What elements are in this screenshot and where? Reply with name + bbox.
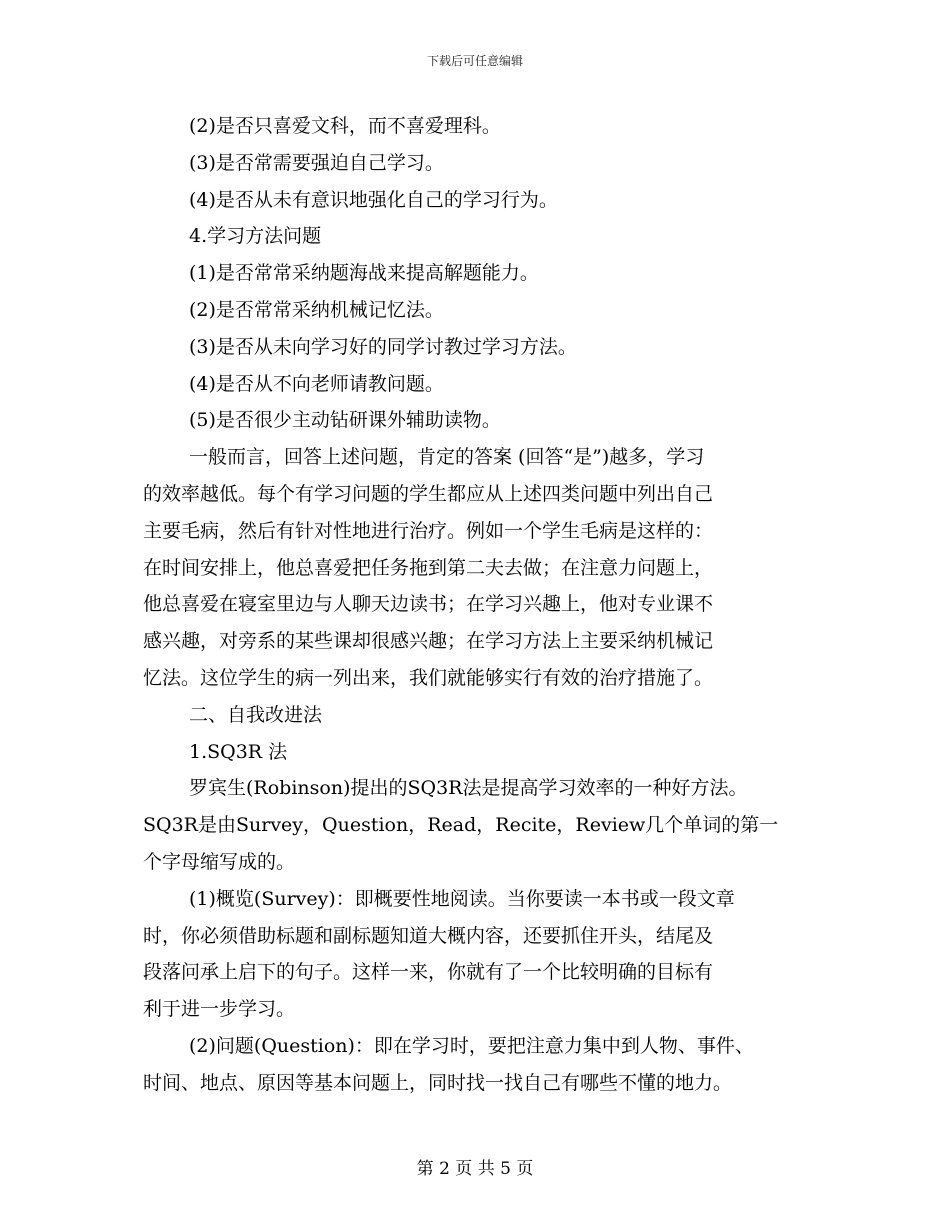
list-item: (2)是否常常采纳机械记忆法。 (189, 298, 444, 321)
paragraph-line: 个字母缩写成的。 (143, 850, 296, 873)
paragraph-line: 时间、地点、原因等基本问题上，同时找一找自己有哪些不懂的地力。 (143, 1071, 733, 1094)
paragraph-line: 在时间安排上，他总喜爱把任务拖到第二夫去做；在注意力问题上， (143, 556, 714, 579)
paragraph-line: 他总喜爱在寝室里边与人聊天边读书；在学习兴趣上，他对专业课不 (143, 593, 714, 616)
list-item: (2)是否只喜爱文科，而不喜爱理科。 (189, 115, 501, 137)
paragraph-line: 时，你必须借助标题和副标题知道大概内容，还要抓住开头，结尾及 (143, 924, 714, 947)
list-item: (4)是否从未有意识地强化自己的学习行为。 (189, 188, 558, 211)
body-text (143, 108, 833, 1102)
paragraph-line: 利于进一步学习。 (143, 998, 296, 1021)
subsection-heading: 1.SQ3R 法 (189, 740, 288, 763)
section-heading: 二、自我改进法 (189, 703, 323, 726)
list-item: (5)是否很少主动钻研课外辅助读物。 (189, 409, 501, 432)
paragraph-line: 主要毛病，然后有针对性地进行治疗。例如一个学生毛病是这样的： (143, 519, 714, 542)
paragraph-line: (1)概览(Survey)：即概要性地阅读。当你要读一本书或一段文章 (189, 887, 735, 910)
list-item: (4)是否从不向老师请教问题。 (189, 372, 444, 395)
list-item: (3)是否从未向学习好的同学讨教过学习方法。 (189, 335, 577, 358)
paragraph-line: 感兴趣，对旁系的某些课却很感兴趣；在学习方法上主要采纳机械记 (143, 630, 714, 653)
paragraph-line: SQ3R是由Survey，Question，Read，Recite，Review几个单词的第一 (143, 814, 779, 837)
paragraph-line: 罗宾生(Robinson)提出的SQ3R法是提高学习效率的一种好方法。 (189, 777, 748, 800)
paragraph-line: 一般而言，回答上述问题，肯定的答案 (回答“是”)越多，学习 (189, 446, 705, 469)
paragraph-line: 忆法。这位学生的病一列出来，我们就能够实行有效的治疗措施了。 (143, 666, 714, 689)
paragraph-line: 段落问承上启下的句子。这样一来，你就有了一个比较明确的目标有 (143, 961, 714, 984)
page-footer: 第 2 页 共 5 页 (416, 1159, 534, 1179)
list-item: (3)是否常需要强迫自己学习。 (189, 151, 444, 174)
paragraph-line: 的效率越低。每个有学习问题的学生都应从上述四类问题中列出自己 (143, 482, 714, 505)
page-header: 下载后可任意编辑 (426, 54, 523, 68)
list-item: (1)是否常常采纳题海战来提高解题能力。 (189, 262, 539, 285)
section-heading: 4.学习方法问题 (189, 225, 322, 248)
paragraph-line: (2)问题(Question)：即在学习时，要把注意力集中到人物、事件、 (189, 1034, 754, 1057)
